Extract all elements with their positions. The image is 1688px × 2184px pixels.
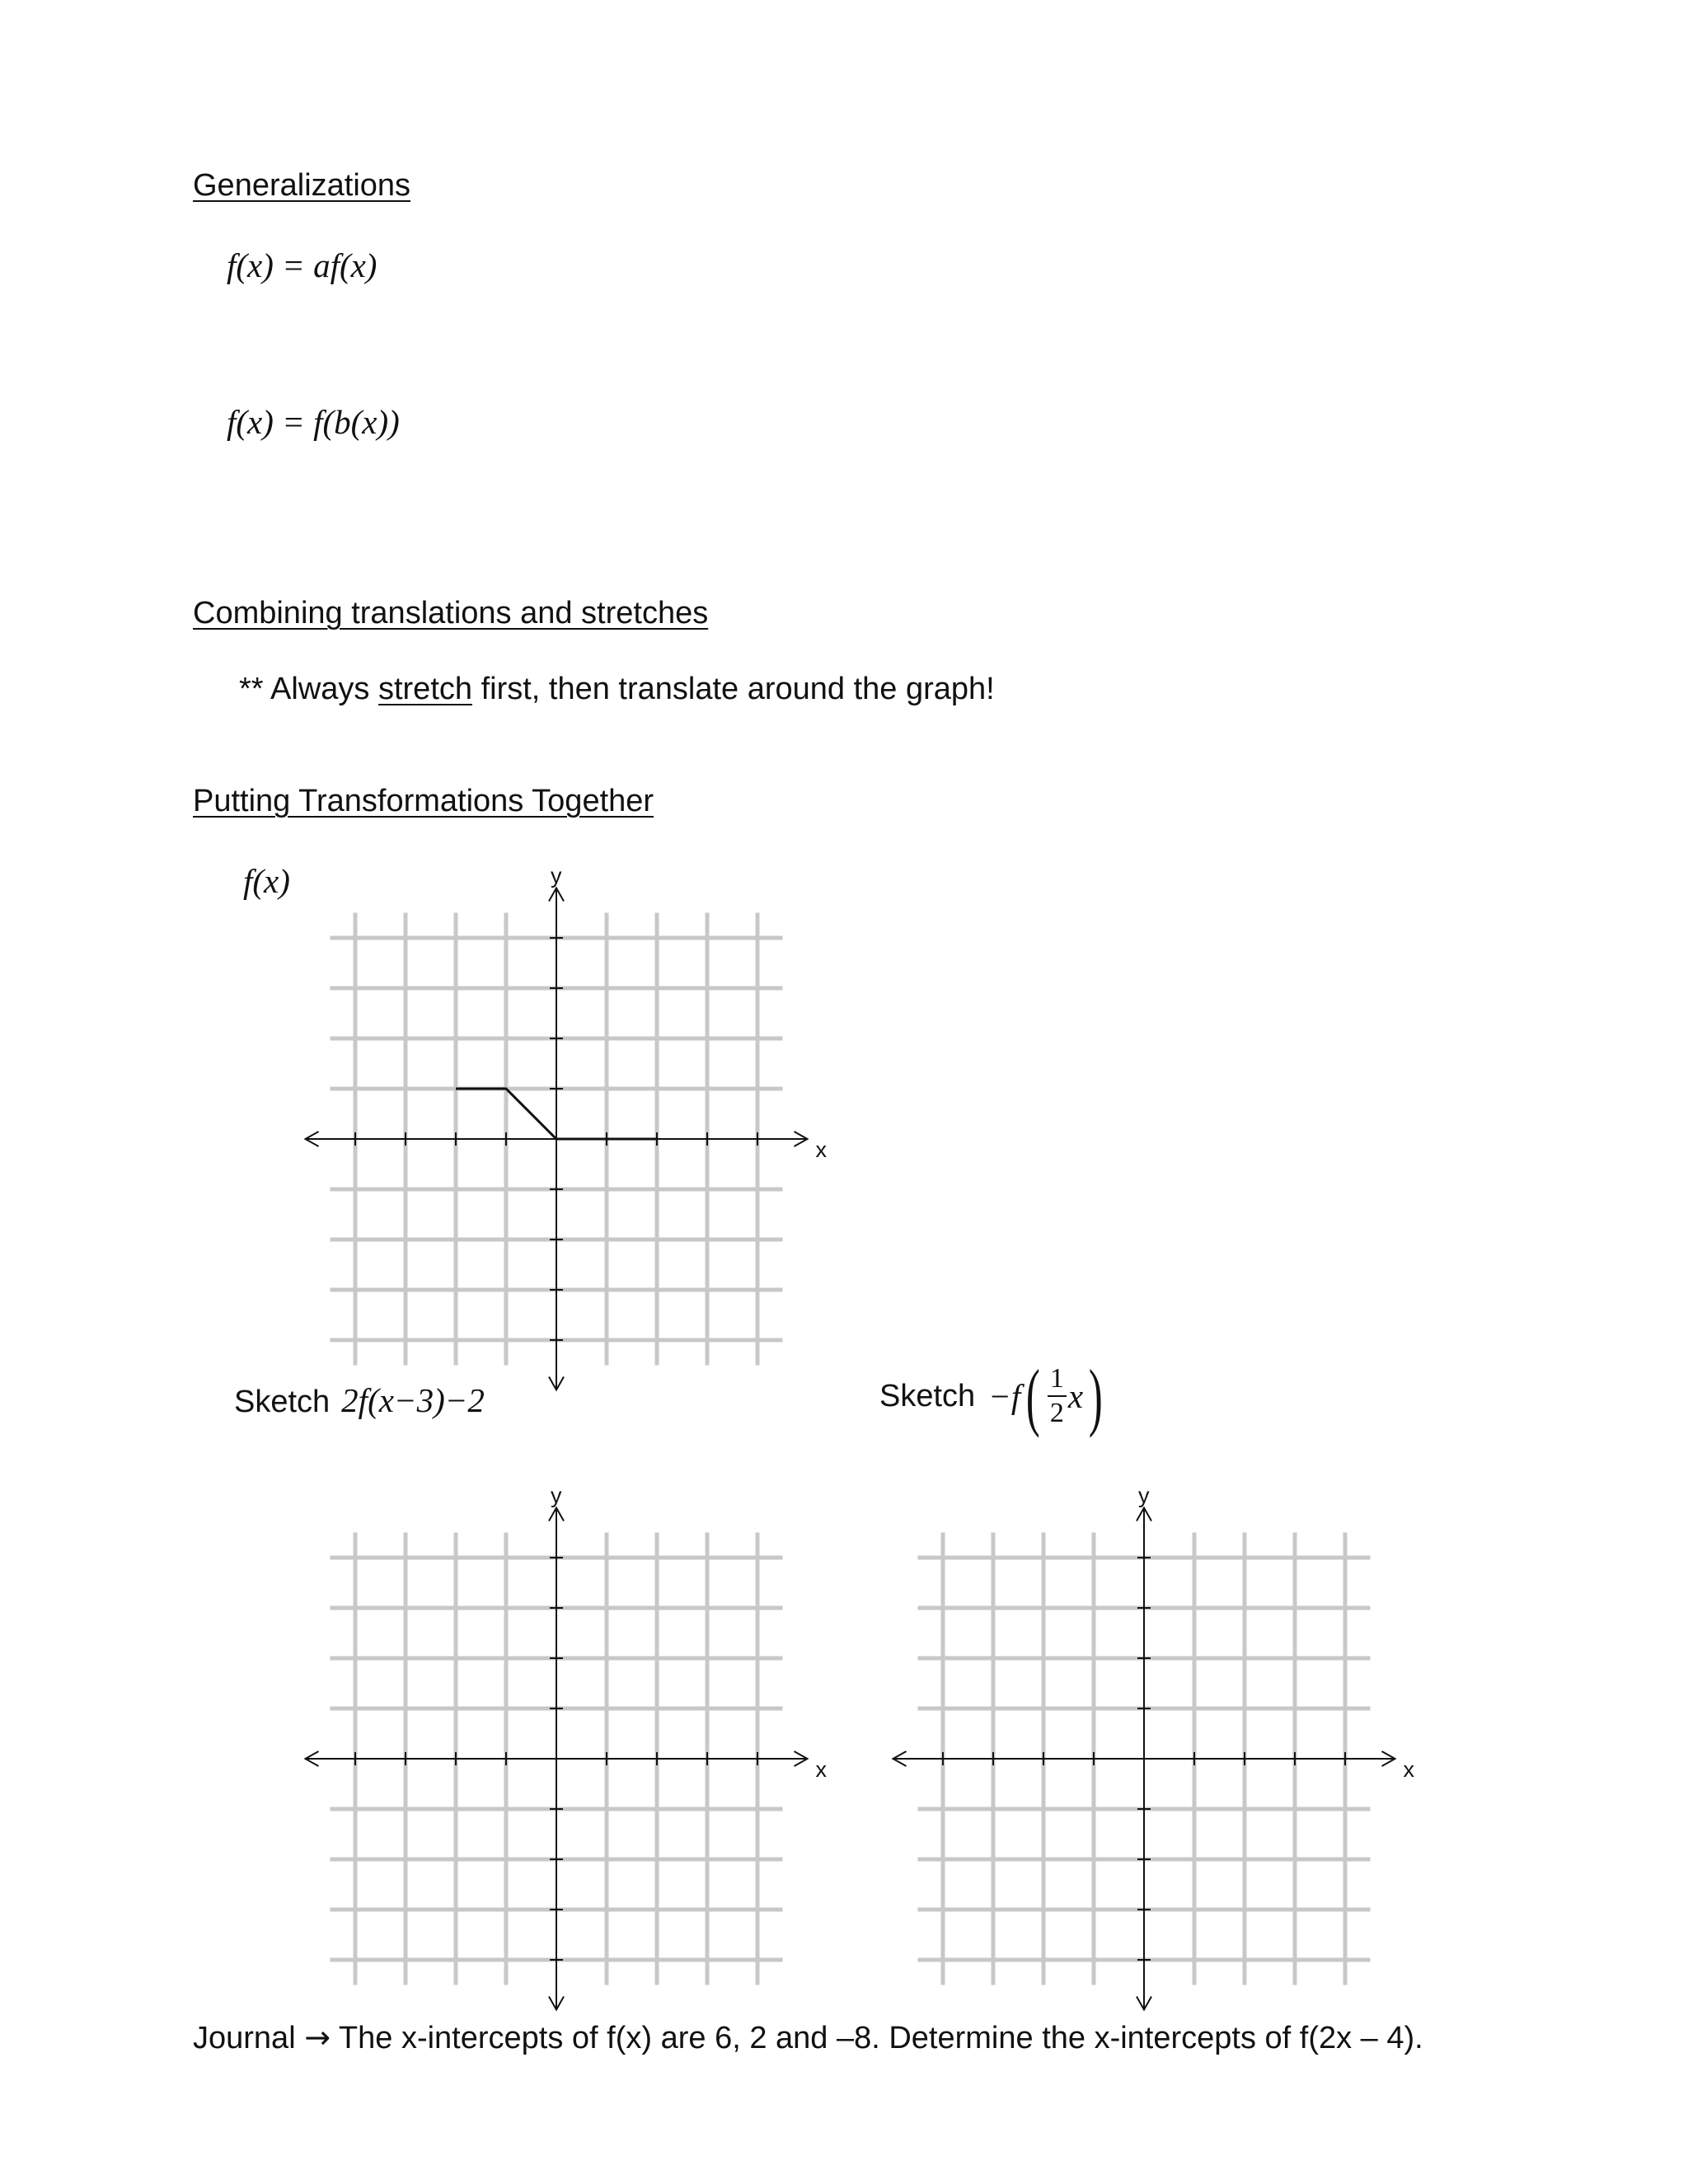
- stretch-note-emphasis: stretch: [377, 672, 473, 706]
- heading-generalizations: Generalizations: [193, 168, 411, 203]
- stretch-note-prefix: ** Always: [239, 672, 378, 706]
- stretch-note-suffix: first, then translate around the graph!: [472, 672, 995, 706]
- sketch-left-label: [234, 1380, 485, 1420]
- fraction-one-half: [1048, 1365, 1067, 1427]
- right-paren-icon: ): [1088, 1354, 1103, 1438]
- stretch-note: [239, 672, 995, 707]
- x-axis-label: x: [815, 1137, 827, 1162]
- y-axis-label: y: [551, 863, 562, 888]
- sketch-right-label: [879, 1354, 1109, 1438]
- sketch-right-word: Sketch: [879, 1378, 976, 1413]
- journal-text: The x-intercepts of f(x) are 6, 2 and –8. Determine the x-intercepts of f(2x – 4).: [331, 2021, 1423, 2055]
- sketch-right-prefix: −f: [988, 1377, 1021, 1415]
- formula-vertical-stretch: [227, 246, 377, 285]
- y-axis-label: y: [1138, 1483, 1150, 1508]
- heading-putting-together: Putting Transformations Together: [193, 784, 654, 818]
- graph-sketch-right: [893, 1483, 1428, 1971]
- y-axis-label: y: [551, 1483, 562, 1508]
- x-axis-label: x: [1403, 1757, 1414, 1782]
- sketch-right-variable: x: [1067, 1377, 1084, 1415]
- x-axis-label: x: [815, 1757, 827, 1782]
- function-label: [243, 861, 290, 901]
- sketch-right-expression: [988, 1354, 1109, 1438]
- journal-prompt: [193, 2019, 1423, 2056]
- left-paren-icon: (: [1026, 1354, 1040, 1438]
- sketch-left-expression: 2f(x−3)−2: [341, 1381, 485, 1419]
- formula-horizontal-stretch-text: f(x) = f(b(x)): [227, 403, 400, 441]
- axes: [306, 1508, 808, 2010]
- fraction-numerator: 1: [1048, 1365, 1067, 1397]
- sketch-left-word: Sketch: [234, 1385, 331, 1419]
- function-label-text: f(x): [243, 862, 290, 900]
- graph-sketch-left: [305, 1483, 841, 1971]
- journal-arrow-icon: →: [304, 2019, 331, 2055]
- journal-label: Journal: [193, 2021, 296, 2055]
- graph-original-function: [305, 863, 841, 1352]
- formula-horizontal-stretch: [227, 402, 400, 442]
- formula-vertical-stretch-text: f(x) = af(x): [227, 246, 377, 284]
- axes: [893, 1508, 1395, 2010]
- fraction-denominator: 2: [1049, 1398, 1064, 1428]
- heading-combining: Combining translations and stretches: [193, 596, 709, 630]
